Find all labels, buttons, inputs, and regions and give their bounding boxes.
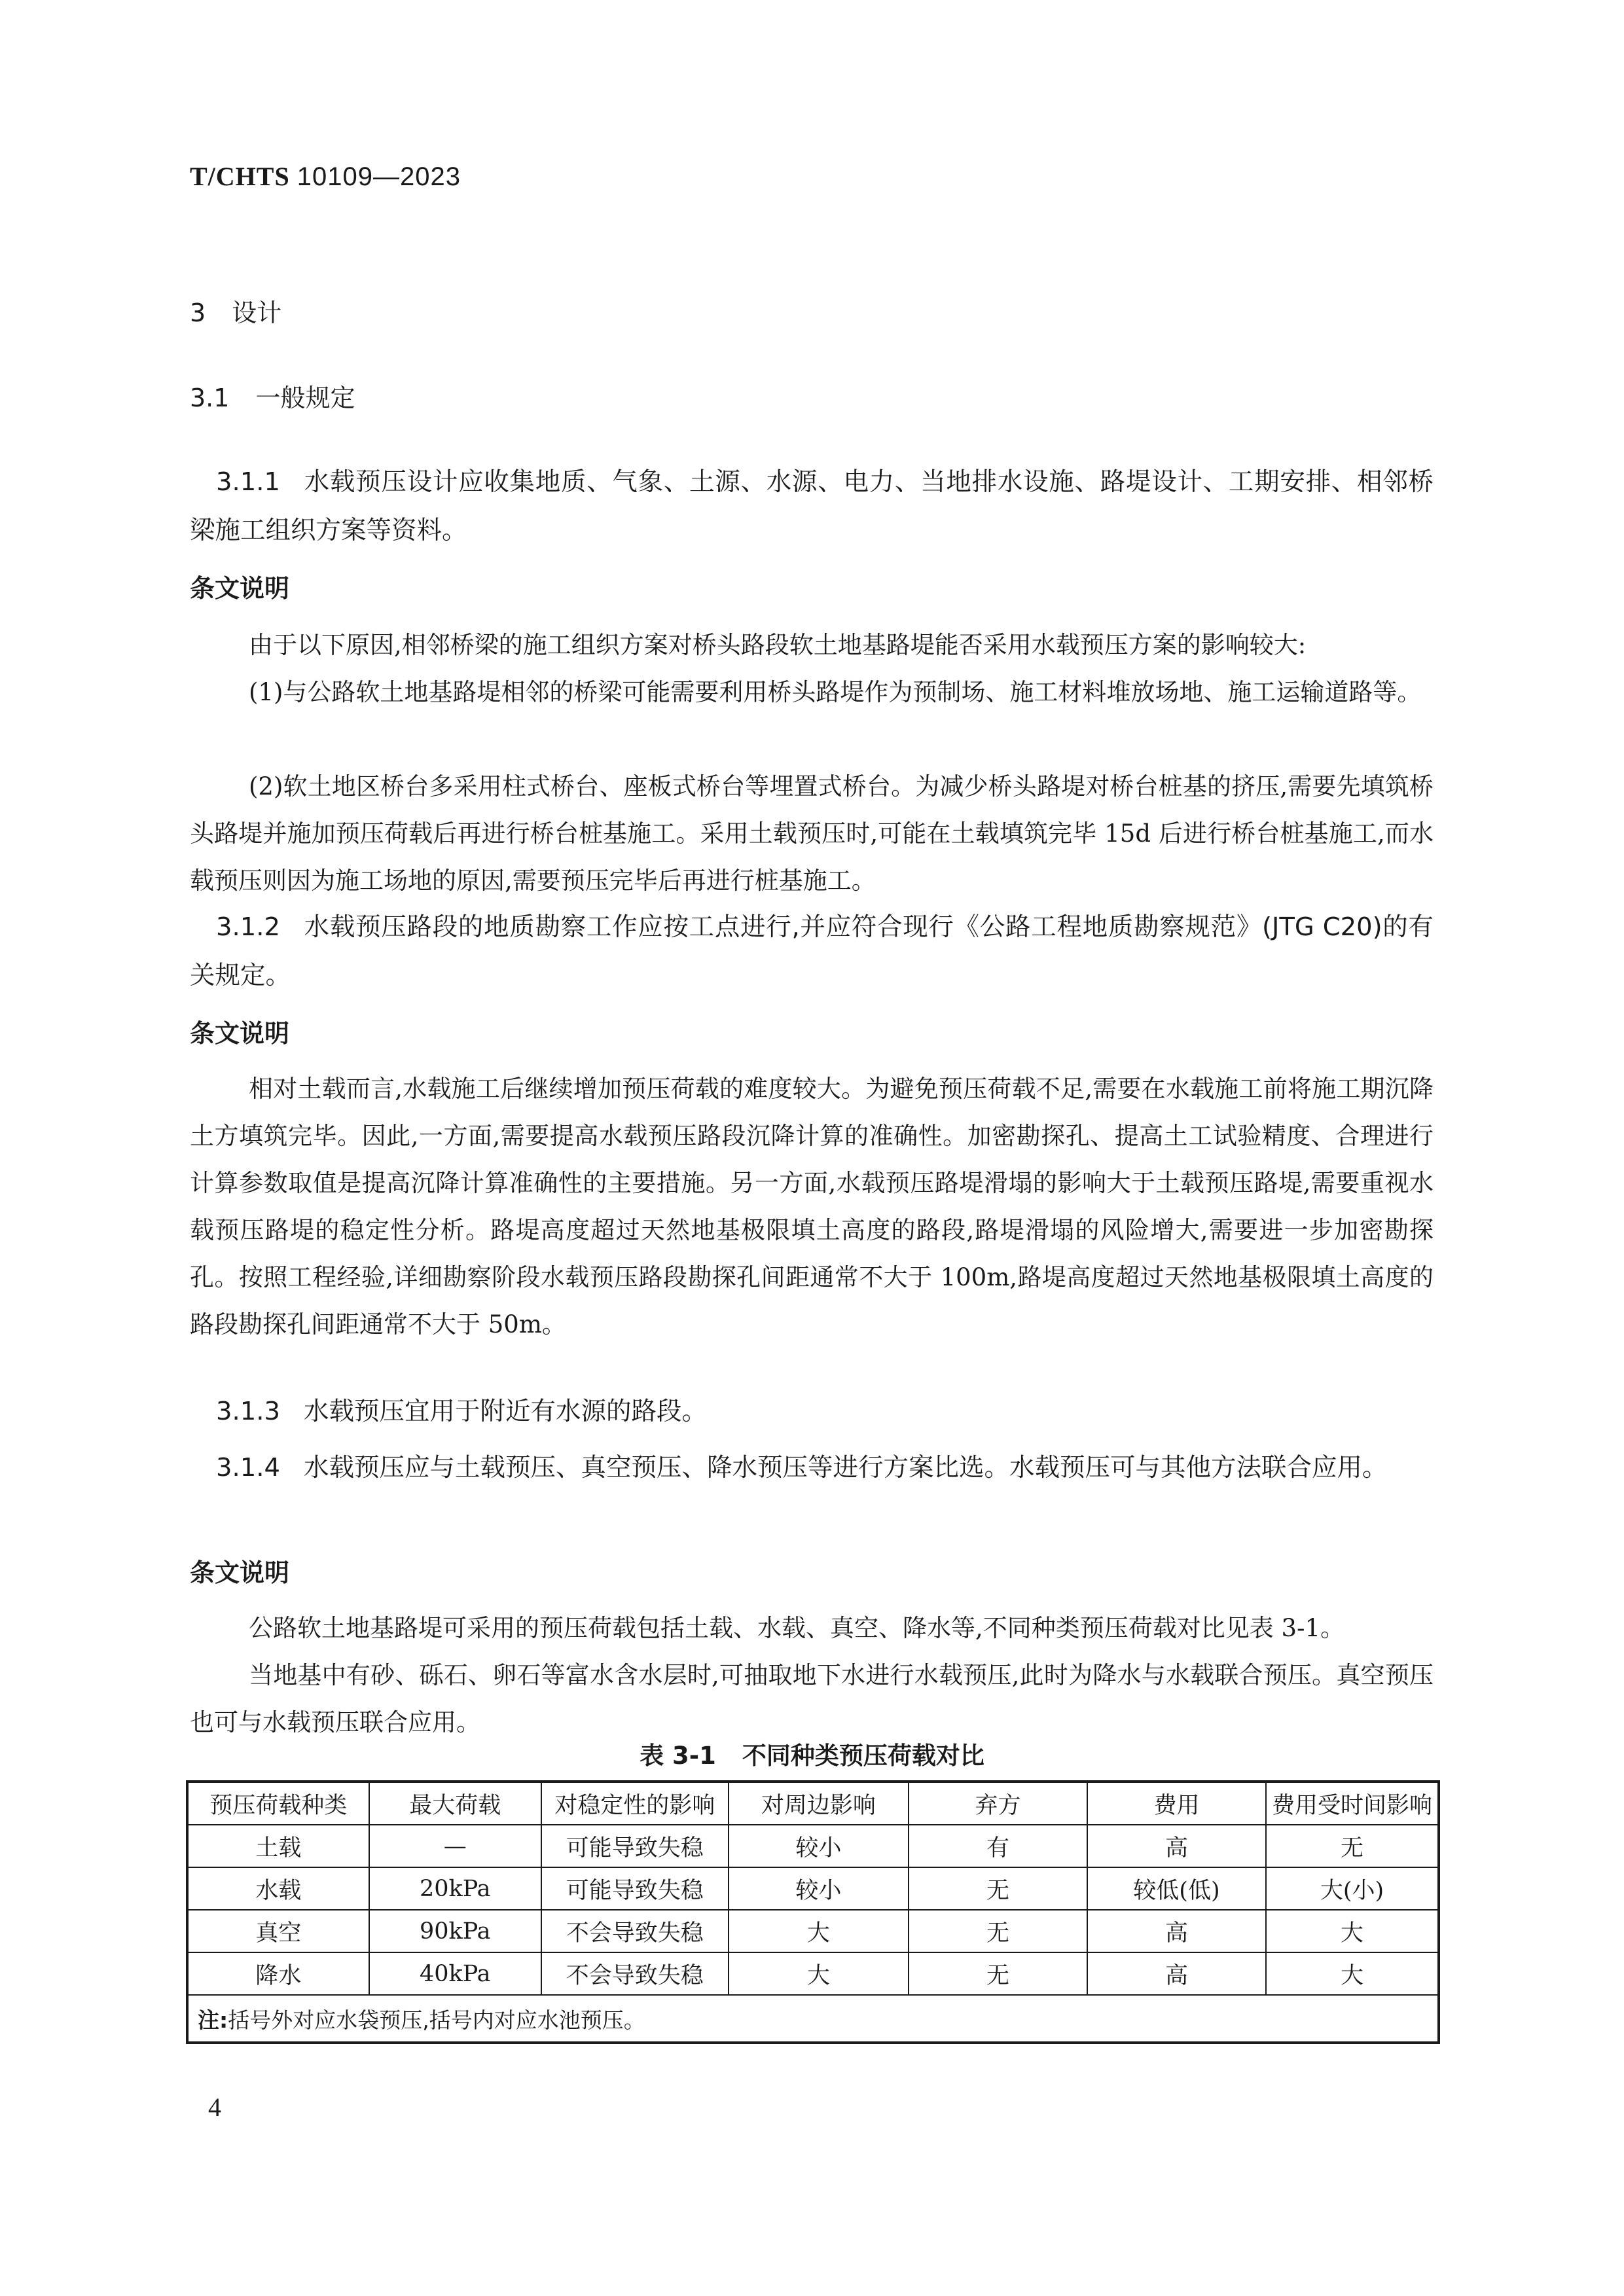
table-cell: 40kPa (369, 1952, 541, 1995)
comparison-table (186, 1780, 1440, 2044)
table-row (187, 1825, 1439, 1867)
table-note-text: 括号外对应水袋预压,括号内对应水池预压。 (228, 2007, 645, 2033)
note-paragraph: 相对土载而言,水载施工后继续增加预压荷载的难度较大。为避免预压荷载不足,需要在水载施工前将施工期沉降土方填筑完毕。因此,一方面,需要提高水载预压路段沉降计算的准确性。加密勘探孔、提高土工试验精度、合理进行计算参数取值是提高沉降计算准确性的主要措施。另一方面,水载预压路堤滑塌的影响大于土载预压路堤,需要重视水载预压路堤的稳定性分析。路堤高度超过天然地基极限填土高度的路段,路堤滑塌的风险增大,需要进一步加密勘探孔。按照工程经验,详细勘察阶段水载预压路段勘探孔间距通常不大于 100m,路堤高度超过天然地基极限填土高度的路段勘探孔间距通常不大于 50m。 (190, 1075, 1434, 1338)
table-cell: 真空 (187, 1910, 369, 1952)
table-header-cell: 最大荷载 (369, 1782, 541, 1825)
note-title: 条文说明 (190, 1019, 290, 1048)
clause-3-1-4 (190, 1444, 1434, 1492)
table-cell: 无 (909, 1910, 1087, 1952)
table-cell: 90kPa (369, 1910, 541, 1952)
clause-3-1-2 (190, 903, 1434, 1000)
table-cell: 较小 (729, 1825, 909, 1867)
document-code (190, 161, 461, 192)
table-cell: — (369, 1825, 541, 1867)
table-header-cell: 费用 (1087, 1782, 1266, 1825)
note-paragraph: 由于以下原因,相邻桥梁的施工组织方案对桥头路段软土地基路堤能否采用水载预压方案的影响较大: (249, 631, 1307, 659)
clause-3-1-3 (190, 1388, 1434, 1436)
table-cell: 不会导致失稳 (541, 1910, 729, 1952)
table-cell: 无 (909, 1867, 1087, 1910)
table-cell: 可能导致失稳 (541, 1825, 729, 1867)
table-cell: 较小 (729, 1867, 909, 1910)
clause-number: 3.1.3 (216, 1397, 280, 1426)
table-note-label: 注: (198, 2007, 228, 2033)
note-paragraph: 公路软土地基路堤可采用的预压荷载包括土载、水载、真空、降水等,不同种类预压荷载对比见表 3-1。 (249, 1614, 1345, 1642)
section-number: 3 (190, 298, 206, 327)
clause-3-1-1 (190, 458, 1434, 555)
table-cell: 较低(低) (1087, 1867, 1266, 1910)
table-cell: 无 (1266, 1825, 1439, 1867)
note-paragraph: (2)软土地区桥台多采用柱式桥台、座板式桥台等埋置式桥台。为减少桥头路堤对桥台桩基的挤压,需要先填筑桥头路堤并施加预压荷载后再进行桥台桩基施工。采用土载预压时,可能在土载填筑完毕 15d 后进行桥台桩基施工,而水载预压则因为施工场地的原因,需要预压完毕后再进行桩基施工。 (190, 772, 1434, 895)
table-cell: 降水 (187, 1952, 369, 1995)
section-heading (190, 293, 281, 329)
table-cell: 大 (729, 1952, 909, 1995)
page-number: 4 (208, 2092, 221, 2122)
table-row (187, 1910, 1439, 1952)
table-cell: 大 (729, 1910, 909, 1952)
document-code-prefix: T/CHTS (190, 162, 290, 191)
table-header-cell: 对周边影响 (729, 1782, 909, 1825)
subsection-title: 一般规定 (255, 384, 355, 412)
table-cell: 高 (1087, 1952, 1266, 1995)
table-number: 表 3-1 (640, 1742, 716, 1770)
table-header-cell: 弃方 (909, 1782, 1087, 1825)
table-cell: 可能导致失稳 (541, 1867, 729, 1910)
table-note (187, 1995, 1439, 2043)
note-title: 条文说明 (190, 1558, 290, 1587)
note-title: 条文说明 (190, 574, 290, 603)
table-header-row (187, 1782, 1439, 1825)
note-paragraph: (1)与公路软土地基路堤相邻的桥梁可能需要利用桥头路堤作为预制场、施工材料堆放场地、施工运输道路等。 (249, 678, 1422, 706)
table-cell: 高 (1087, 1910, 1266, 1952)
table-caption (0, 1736, 1624, 1771)
clause-text: 水载预压宜用于附近有水源的路段。 (303, 1397, 707, 1426)
document-code-number: 10109—2023 (297, 162, 461, 191)
table-cell: 高 (1087, 1825, 1266, 1867)
table-cell: 不会导致失稳 (541, 1952, 729, 1995)
table-row (187, 1867, 1439, 1910)
clause-text: 水载预压设计应收集地质、气象、土源、水源、电力、当地排水设施、路堤设计、工期安排、相邻桥梁施工组织方案等资料。 (190, 467, 1434, 545)
table-cell: 水载 (187, 1867, 369, 1910)
table-header-cell: 对稳定性的影响 (541, 1782, 729, 1825)
table-header-cell: 预压荷载种类 (187, 1782, 369, 1825)
clause-text: 水载预压路段的地质勘察工作应按工点进行,并应符合现行《公路工程地质勘察规范》(JTG C20)的有关规定。 (190, 912, 1434, 990)
table-cell: 大 (1266, 1910, 1439, 1952)
note-paragraph: 当地基中有砂、砾石、卵石等富水含水层时,可抽取地下水进行水载预压,此时为降水与水载联合预压。真空预压也可与水载预压联合应用。 (190, 1661, 1434, 1736)
table-header-cell: 费用受时间影响 (1266, 1782, 1439, 1825)
table-cell: 土载 (187, 1825, 369, 1867)
clause-number: 3.1.2 (216, 912, 280, 942)
table-note-row (187, 1995, 1439, 2043)
clause-number: 3.1.4 (216, 1453, 280, 1482)
table-title: 不同种类预压荷载对比 (742, 1742, 984, 1770)
subsection-number: 3.1 (190, 384, 230, 412)
table-cell: 20kPa (369, 1867, 541, 1910)
table-cell: 大(小) (1266, 1867, 1439, 1910)
table-cell: 有 (909, 1825, 1087, 1867)
clause-text: 水载预压应与土载预压、真空预压、降水预压等进行方案比选。水载预压可与其他方法联合应用。 (303, 1453, 1388, 1482)
section-title: 设计 (232, 298, 282, 327)
clause-number: 3.1.1 (216, 467, 280, 497)
table-row (187, 1952, 1439, 1995)
subsection-heading (190, 378, 355, 414)
table-cell: 大 (1266, 1952, 1439, 1995)
table-cell: 无 (909, 1952, 1087, 1995)
